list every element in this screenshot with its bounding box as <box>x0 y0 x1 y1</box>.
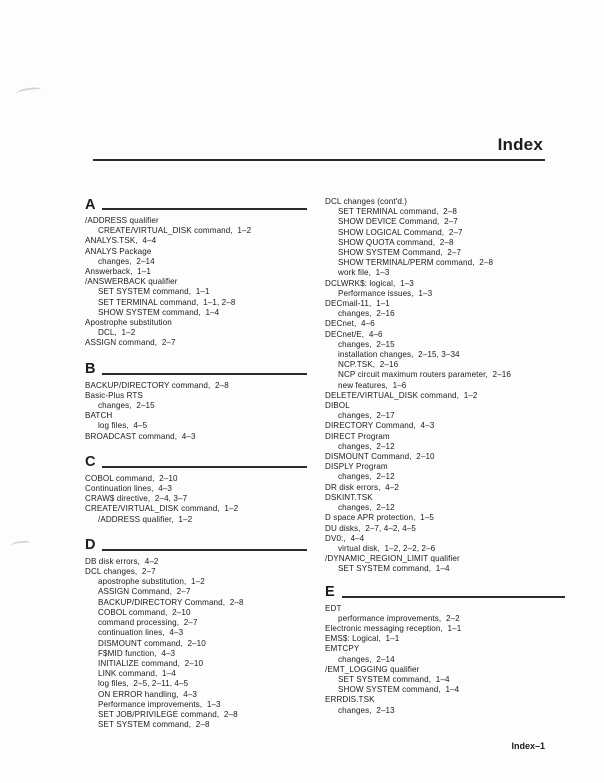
section-letter: C <box>85 454 96 471</box>
index-subentry: changes, 2–14 <box>338 654 395 664</box>
index-entry: DISPLY Program <box>325 462 388 472</box>
section-letter: B <box>85 361 96 378</box>
scan-artifact-mark <box>16 87 42 98</box>
index-entry: ANALYS.TSK, 4–4 <box>85 236 157 246</box>
index-entry: /ANSWERBACK qualifier <box>85 277 178 287</box>
index-subentry: installation changes, 2–15, 3–34 <box>338 350 460 360</box>
index-entry: DSKINT.TSK <box>325 492 373 502</box>
index-entry: Continuation lines, 4–3 <box>85 484 172 494</box>
index-subentry: CREATE/VIRTUAL_DISK command, 1–2 <box>98 226 252 236</box>
index-subentry: changes, 2–12 <box>338 441 395 451</box>
page-title: Index <box>497 135 543 154</box>
index-subentry: continuation lines, 4–3 <box>98 628 184 638</box>
index-subentry: SET SYSTEM command, 1–4 <box>338 674 450 684</box>
section-letter: D <box>85 537 96 554</box>
index-subentry: work file, 1–3 <box>338 268 390 278</box>
scan-artifact-mark <box>11 540 31 549</box>
index-subentry: changes, 2–13 <box>338 705 395 715</box>
index-entry: DISMOUNT Command, 2–10 <box>325 452 435 462</box>
index-entry: Answerback, 1–1 <box>85 267 151 277</box>
index-entry: D space APR protection, 1–5 <box>325 513 434 523</box>
index-subentry: ON ERROR handling, 4–3 <box>98 689 198 699</box>
section-rule <box>102 549 307 551</box>
index-subentry: changes, 2–15 <box>338 339 395 349</box>
index-subentry: NCP.TSK, 2–16 <box>338 360 399 370</box>
section-rule <box>342 596 565 598</box>
index-entry: DECnet/E, 4–6 <box>325 329 383 339</box>
index-entry: EMTCPY <box>325 644 360 654</box>
section-rule <box>102 466 307 468</box>
section-letter: A <box>85 196 96 213</box>
index-subentry: SET TERMINAL command, 1–1, 2–8 <box>98 297 236 307</box>
index-entry: DECnet, 4–6 <box>325 319 375 329</box>
index-entry: BROADCAST command, 4–3 <box>85 431 196 441</box>
index-subentry: SET SYSTEM command, 1–4 <box>338 564 450 574</box>
index-content <box>85 192 565 730</box>
index-subentry: SHOW SYSTEM Command, 2–7 <box>338 248 462 258</box>
section-rule <box>102 373 307 375</box>
index-entry: Apostrophe substitution <box>85 318 172 328</box>
index-subentry: SHOW DEVICE Command, 2–7 <box>338 217 458 227</box>
index-entry: DCLWRK$: logical, 1–3 <box>325 278 414 288</box>
index-entry: Electronic messaging reception, 1–1 <box>325 623 462 633</box>
index-subentry: apostrophe substitution, 1–2 <box>98 577 205 587</box>
index-entry: DV0:, 4–4 <box>325 533 365 543</box>
index-subentry: changes, 2–14 <box>98 256 155 266</box>
section-heading-b <box>85 357 307 377</box>
index-entry: Basic-Plus RTS <box>85 390 143 400</box>
index-subentry: SET SYSTEM command, 2–8 <box>98 720 210 730</box>
index-subentry: F$MID function, 4–3 <box>98 648 176 658</box>
index-entry: DIBOL <box>325 401 350 411</box>
index-subentry: SHOW TERMINAL/PERM command, 2–8 <box>338 258 494 268</box>
index-subentry: /ADDRESS qualifier, 1–2 <box>98 514 193 524</box>
index-subentry: LINK command, 1–4 <box>98 669 176 679</box>
index-subentry: SHOW QUOTA command, 2–8 <box>338 237 454 247</box>
index-entry: DR disk errors, 4–2 <box>325 482 399 492</box>
index-entry: BACKUP/DIRECTORY command, 2–8 <box>85 380 229 390</box>
index-entry: COBOL command, 2–10 <box>85 473 178 483</box>
index-subentry: ASSIGN Command, 2–7 <box>98 587 191 597</box>
index-subentry: SET TERMINAL command, 2–8 <box>338 207 457 217</box>
right-column <box>325 192 565 730</box>
index-subentry: Performance improvements, 1–3 <box>98 699 221 709</box>
index-entry: DECmail-11, 1–1 <box>325 299 390 309</box>
index-entry: EDT <box>325 603 342 613</box>
index-entry: /EMT_LOGGING qualifier <box>325 664 420 674</box>
index-subentry: SHOW SYSTEM command, 1–4 <box>338 685 460 695</box>
section-heading-c <box>85 450 307 470</box>
index-subentry: command processing, 2–7 <box>98 618 198 628</box>
index-subentry: NCP circuit maximum routers parameter, 2–16 <box>338 370 511 380</box>
index-subentry: SHOW LOGICAL Command, 2–7 <box>338 227 463 237</box>
index-entry: ERRDIS.TSK <box>325 695 375 705</box>
index-subentry: new features, 1–6 <box>338 380 407 390</box>
index-subentry: SET SYSTEM command, 1–1 <box>98 287 210 297</box>
index-subentry: changes, 2–17 <box>338 411 395 421</box>
footer-page-number: Index–1 <box>511 741 545 751</box>
index-entry: DELETE/VIRTUAL_DISK command, 1–2 <box>325 390 478 400</box>
section-heading-e <box>325 580 565 600</box>
section-letter: E <box>325 584 335 601</box>
index-subentry: performance improvements, 2–2 <box>338 613 460 623</box>
index-entry: /ADDRESS qualifier <box>85 216 159 225</box>
index-subentry: changes, 2–12 <box>338 503 395 513</box>
index-entry: ASSIGN command, 2–7 <box>85 338 176 348</box>
index-subentry: log files, 2–5, 2–11, 4–5 <box>98 679 189 689</box>
index-subentry: COBOL command, 2–10 <box>98 607 191 617</box>
index-subentry: changes, 2–16 <box>338 309 395 319</box>
index-entry: EMS$: Logical, 1–1 <box>325 634 400 644</box>
index-subentry: SHOW SYSTEM command, 1–4 <box>98 307 220 317</box>
section-heading-a <box>85 192 307 212</box>
index-subentry: changes, 2–12 <box>338 472 395 482</box>
index-subentry: DCL, 1–2 <box>98 328 136 338</box>
index-entry: ANALYS Package <box>85 246 152 256</box>
index-entry: DIRECTORY Command, 4–3 <box>325 421 435 431</box>
index-entry: DB disk errors, 4–2 <box>85 556 159 566</box>
index-subentry: Performance issues, 1–3 <box>338 288 433 298</box>
section-rule <box>102 208 307 210</box>
index-entry: DU disks, 2–7, 4–2, 4–5 <box>325 523 417 533</box>
index-subentry: BACKUP/DIRECTORY Command, 2–8 <box>98 597 244 607</box>
index-subentry: INITIALIZE command, 2–10 <box>98 658 204 668</box>
index-subentry: DISMOUNT command, 2–10 <box>98 638 206 648</box>
index-entry: DCL changes, 2–7 <box>85 567 156 577</box>
index-entry: CREATE/VIRTUAL_DISK command, 1–2 <box>85 504 239 514</box>
index-entry: /DYNAMIC_REGION_LIMIT qualifier <box>325 554 460 564</box>
section-heading-d <box>85 533 307 553</box>
index-entry: BATCH <box>85 411 113 421</box>
index-subentry: virtual disk, 1–2, 2–2, 2–6 <box>338 543 436 553</box>
header-rule <box>93 159 545 161</box>
index-subentry: log files, 4–5 <box>98 421 148 431</box>
index-subentry: SET JOB/PRIVILEGE command, 2–8 <box>98 709 238 719</box>
index-entry: CRAW$ directive, 2–4, 3–7 <box>85 494 188 504</box>
left-column <box>85 192 307 730</box>
index-entry: DCL changes (cont'd.) <box>325 197 408 206</box>
index-subentry: changes, 2–15 <box>98 401 155 411</box>
index-entry: DIRECT Program <box>325 431 390 441</box>
